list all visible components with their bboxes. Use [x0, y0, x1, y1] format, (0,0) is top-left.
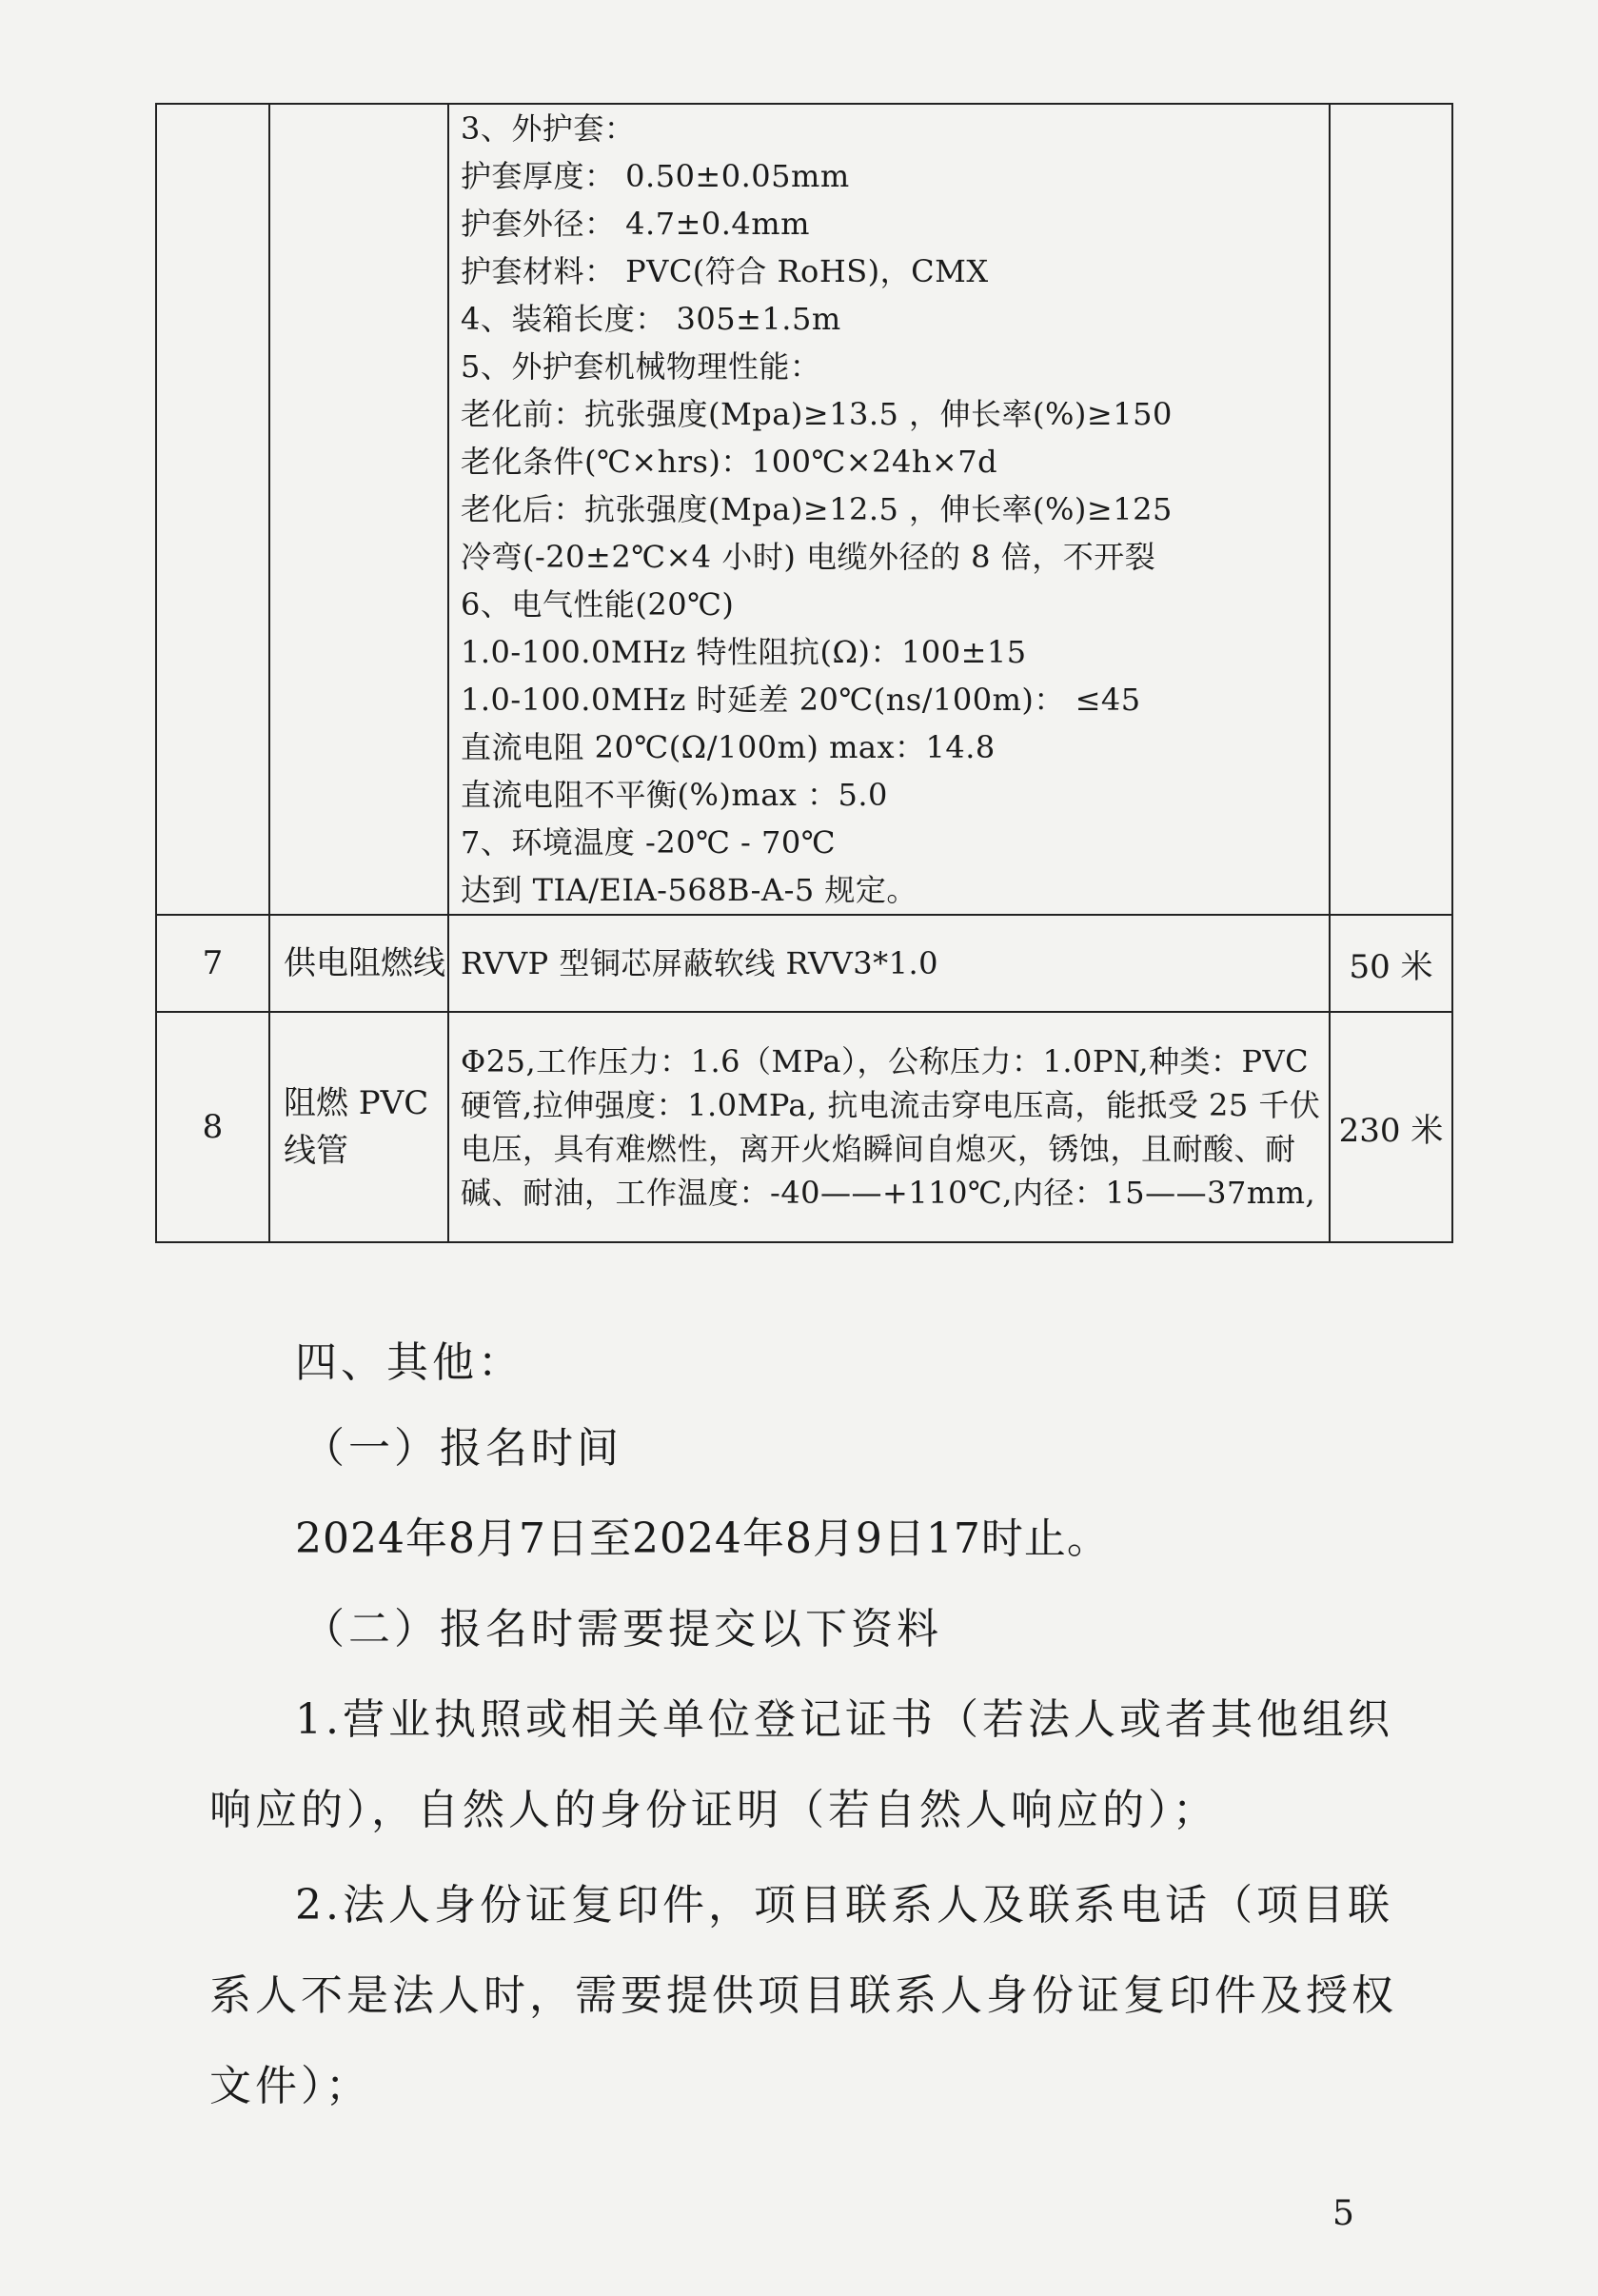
desc-text: RVVP 型铜芯屏蔽软线 RVV3*1.0 — [461, 945, 938, 981]
desc-line: 7、环境温度 -20℃ - 70℃ — [461, 824, 837, 861]
desc-line: 1.0-100.0MHz 时延差 20℃(ns/100m)： ≤45 — [461, 682, 1141, 718]
desc-line: 5、外护套机械物理性能： — [461, 348, 821, 385]
cell-name: 供电阻燃线 — [269, 915, 448, 1012]
page-number: 5 — [1332, 2194, 1354, 2233]
desc-line: 达到 TIA/EIA-568B-A-5 规定。 — [461, 872, 917, 908]
cell-name: 阻燃 PVC 线管 — [269, 1012, 448, 1242]
desc-line: 护套材料： PVC(符合 RoHS)，CMX — [461, 253, 989, 289]
desc-line: 老化后：抗张强度(Mpa)≥12.5 ，伸长率(%)≥125 — [461, 491, 1173, 527]
desc-line: 护套外径： 4.7±0.4mm — [461, 206, 810, 242]
desc-line: 老化条件(℃×hrs)：100℃×24h×7d — [461, 444, 998, 480]
desc-line: 护套厚度： 0.50±0.05mm — [461, 158, 850, 194]
desc-line: 1.0-100.0MHz 特性阻抗(Ω)：100±15 — [461, 634, 1027, 670]
desc-line: 冷弯(-20±2℃×4 小时) 电缆外径的 8 倍，不开裂 — [461, 539, 1156, 575]
cell-desc — [448, 915, 1330, 1012]
cell-qty: 230 米 — [1330, 1012, 1452, 1242]
table-row — [156, 1012, 1452, 1242]
desc-text: Φ25,工作压力：1.6（MPa），公称压力：1.0PN,种类：PVC 硬管,拉伸强度：1.0MPa, 抗电流击穿电压高，能抵受 25 千伏电压，具有难燃性，离开火焰瞬间自熄灭，锈蚀，且耐酸、耐碱、耐油，工作温度：-40——+110℃,内径：15——37mm, — [461, 1043, 1321, 1211]
desc-line: 直流电阻不平衡(%)max ：5.0 — [461, 777, 888, 813]
desc-line: 6、电气性能(20℃) — [461, 586, 735, 623]
subsection-heading: （一）报名时间 — [303, 1424, 622, 1473]
cell-index: 7 — [156, 915, 269, 1012]
cell-index-empty — [156, 104, 269, 915]
section-heading: 四、其他： — [295, 1338, 523, 1387]
list-item: 2.法人身份证复印件，项目联系人及联系电话（项目联 — [295, 1881, 1393, 1930]
desc-line: 老化前：抗张强度(Mpa)≥13.5 ，伸长率(%)≥150 — [461, 396, 1173, 432]
cell-desc — [448, 1012, 1330, 1242]
list-item-continued: 系人不是法人时，需要提供项目联系人身份证复印件及授权 — [209, 1971, 1397, 2020]
list-item: 1.营业执照或相关单位登记证书（若法人或者其他组织 — [295, 1695, 1393, 1744]
cell-desc-continued — [448, 104, 1330, 915]
table-row — [156, 915, 1452, 1012]
cell-name-empty — [269, 104, 448, 915]
spec-table — [155, 103, 1453, 1243]
desc-line: 3、外护套： — [461, 110, 636, 147]
cell-index: 8 — [156, 1012, 269, 1242]
registration-time: 2024年8月7日至2024年8月9日17时止。 — [295, 1514, 1110, 1563]
cell-qty-empty — [1330, 104, 1452, 915]
cell-qty: 50 米 — [1330, 915, 1452, 1012]
desc-line: 直流电阻 20℃(Ω/100m) max：14.8 — [461, 729, 996, 765]
subsection-heading: （二）报名时需要提交以下资料 — [303, 1605, 942, 1653]
desc-line: 4、装箱长度： 305±1.5m — [461, 301, 841, 337]
list-item-continued: 响应的），自然人的身份证明（若自然人响应的）； — [209, 1786, 1218, 1834]
list-item-continued: 文件）； — [209, 2062, 371, 2110]
table-row-continued — [156, 104, 1452, 915]
